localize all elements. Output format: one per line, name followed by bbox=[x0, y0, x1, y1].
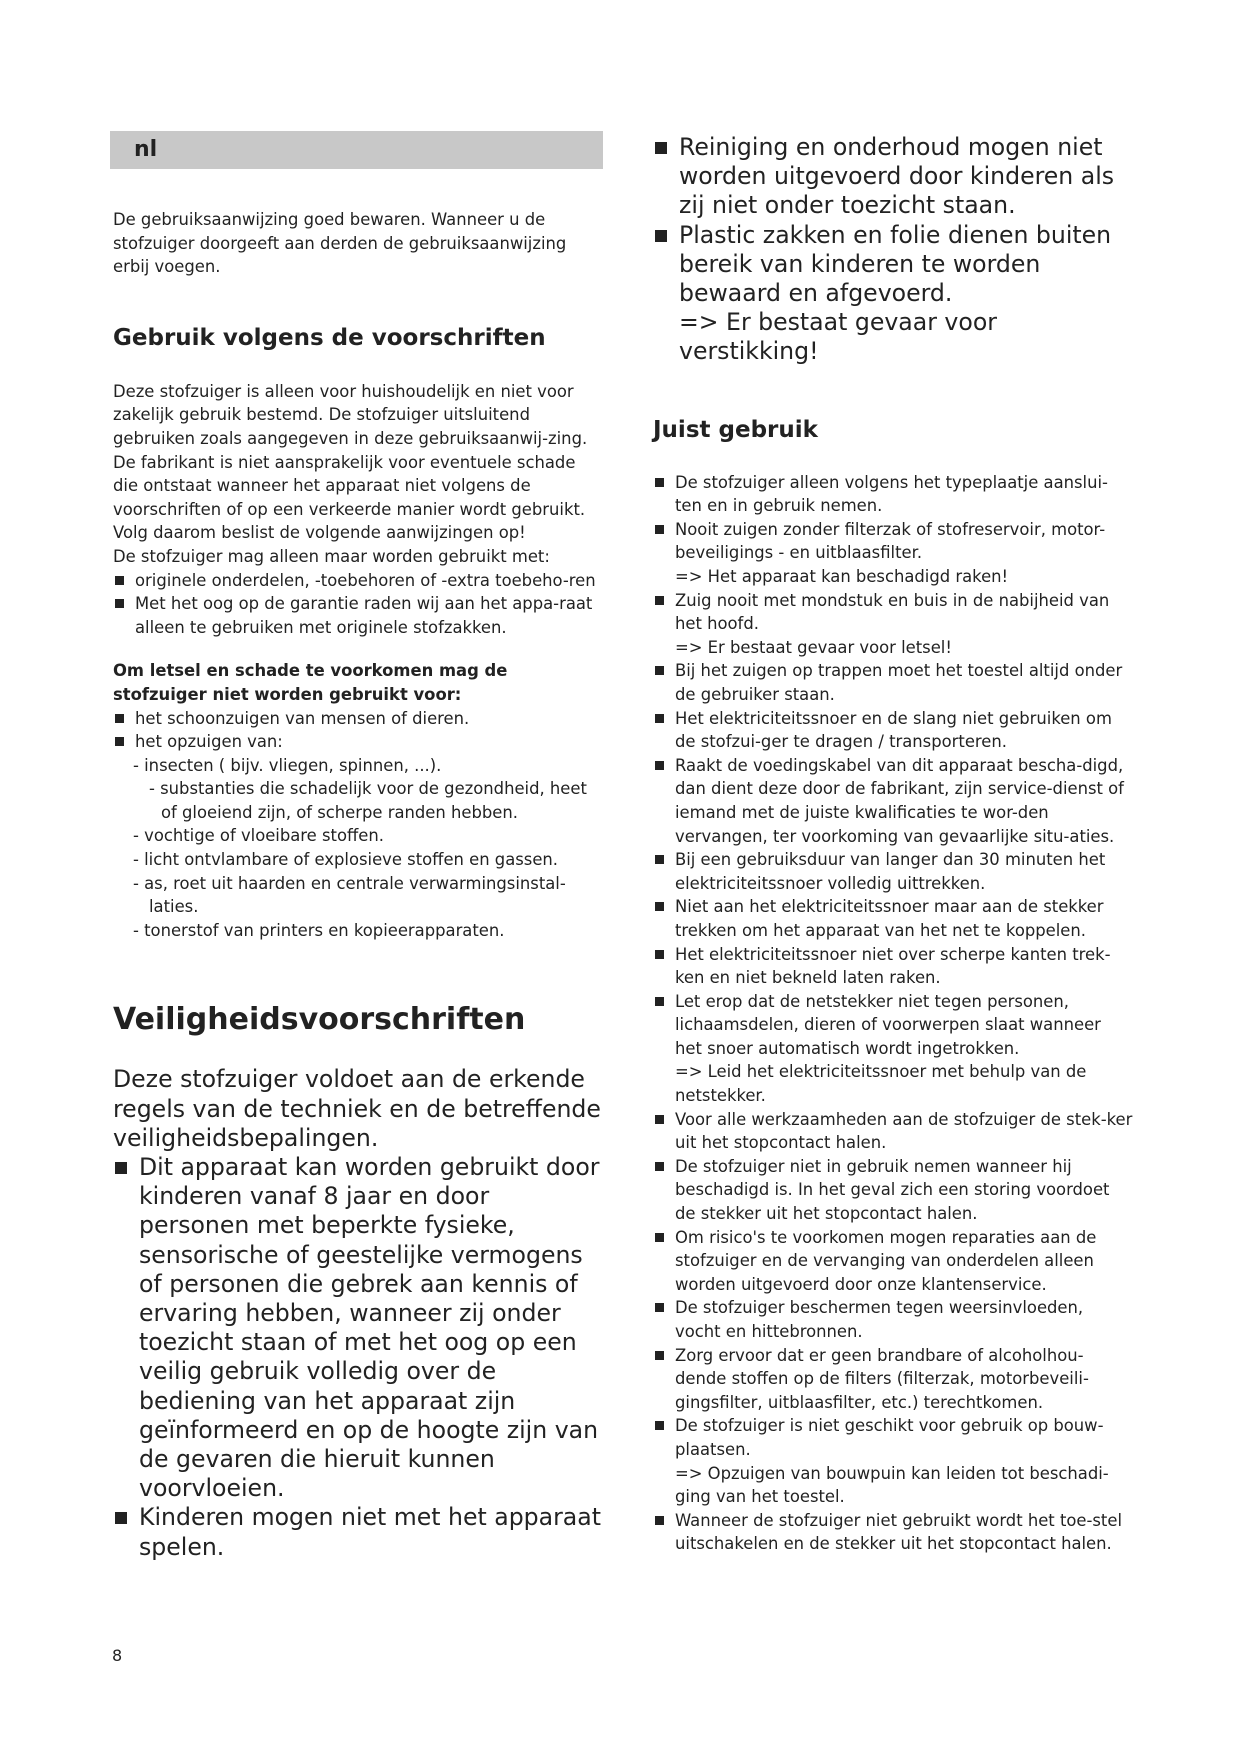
list-item: Nooit zuigen zonder filterzak of stofreservoir, motor-beveiligings - en uitblaasfilter. bbox=[653, 518, 1133, 565]
list-item: De stofzuiger beschermen tegen weersinvloeden, vocht en hittebronnen. bbox=[653, 1296, 1133, 1343]
list-note: => Opzuigen van bouwpuin kan leiden tot beschadi-ging van het toestel. bbox=[675, 1463, 1109, 1507]
list-item: Dit apparaat kan worden gebruikt door kinderen vanaf 8 jaar en door personen met beperkte fysieke, sensorische of geestelijke vermogens of personen die gebrek aan kennis of ervaring hebben, wanneer zij onder toezicht staan of met het oog op een veilig gebruik volledig over de bediening van het apparaat zijn geïnformeerd en op de hoogte zijn van de gevaren die hieruit kunnen voorvloeien. bbox=[113, 1153, 603, 1503]
safety-intro: Deze stofzuiger voldoet aan de erkende regels van de techniek en de betreffende veiligheidsbepalingen. bbox=[113, 1065, 601, 1152]
list-item: Het elektriciteitssnoer niet over scherpe kanten trek-ken en niet bekneld laten raken. bbox=[653, 943, 1133, 990]
right-column bbox=[653, 133, 1133, 1556]
sub-item: - substanties die schadelijk voor de gezondheid, heet of gloeiend zijn, of scherpe randen hebben. bbox=[149, 779, 587, 822]
sub-item: - as, roet uit haarden en centrale verwarmingsinstal-laties. bbox=[133, 873, 566, 917]
list-item: Reiniging en onderhoud mogen niet worden uitgevoerd door kinderen als zij niet onder toezicht staan. bbox=[653, 133, 1133, 221]
list-item: Zuig nooit met mondstuk en buis in de nabijheid van het hoofd. bbox=[653, 589, 1133, 636]
list-item: Bij een gebruiksduur van langer dan 30 minuten het elektriciteitssnoer volledig uittrekken. bbox=[653, 848, 1133, 895]
correct-use-list bbox=[653, 471, 1133, 1556]
list-item: De stofzuiger is niet geschikt voor gebruik op bouw-plaatsen. bbox=[653, 1414, 1133, 1461]
suffocation-warning: => Er bestaat gevaar voor verstikking! bbox=[679, 308, 997, 366]
list-item: De stofzuiger alleen volgens het typeplaatje aanslui-ten en in gebruik nemen. bbox=[653, 471, 1133, 518]
list-item: Met het oog op de garantie raden wij aan het appa-raat alleen te gebruiken met originele stofzakken. bbox=[113, 592, 603, 639]
intro-paragraph: De gebruiksaanwijzing goed bewaren. Wanneer u de stofzuiger doorgeeft aan derden de gebruiksaanwijzing erbij voegen. bbox=[113, 210, 567, 277]
list-item: De stofzuiger niet in gebruik nemen wanneer hij beschadigd is. In het geval zich een storing voordoet de stekker uit het stopcontact halen. bbox=[653, 1155, 1133, 1226]
list-note: => Leid het elektriciteitssnoer met behulp van de netstekker. bbox=[675, 1062, 1087, 1106]
sub-list bbox=[113, 754, 603, 943]
section-title-veiligheid: Veiligheidsvoorschriften bbox=[113, 1002, 526, 1038]
sub-item: - tonerstof van printers en kopieerapparaten. bbox=[133, 920, 505, 940]
list-item: Wanneer de stofzuiger niet gebruikt wordt het toe-stel uitschakelen en de stekker uit het stopcontact halen. bbox=[653, 1509, 1133, 1556]
section1-paragraph: Deze stofzuiger is alleen voor huishoudelijk en niet voor zakelijk gebruik bestemd. De stofzuiger uitsluitend gebruiken zoals aangegeven in deze gebruiksaanwij-zing. De fabrikant is niet aansprakelijk voor eventuele schade die ontstaat wanneer het apparaat niet volgens de voorschriften of op een verkeerde manier wordt gebruikt. bbox=[113, 381, 588, 519]
use-list bbox=[113, 569, 603, 640]
language-tag: nl bbox=[110, 131, 603, 169]
prevent-heading: Om letsel en schade te voorkomen mag de stofzuiger niet worden gebruikt voor: bbox=[113, 661, 508, 704]
list-item: het schoonzuigen van mensen of dieren. bbox=[113, 707, 603, 731]
section1-use-intro: De stofzuiger mag alleen maar worden gebruikt met: bbox=[113, 546, 550, 566]
list-item: Bij het zuigen op trappen moet het toestel altijd onder de gebruiker staan. bbox=[653, 659, 1133, 706]
section-title-juist-gebruik: Juist gebruik bbox=[653, 416, 818, 443]
list-item bbox=[113, 730, 603, 754]
list-item: Plastic zakken en folie dienen buiten bereik van kinderen te worden bewaard en afgevoerd. bbox=[653, 221, 1133, 309]
list-note: => Er bestaat gevaar voor letsel! bbox=[675, 637, 952, 657]
safety-list-continued bbox=[653, 133, 1133, 308]
sub-item: - vochtige of vloeibare stoffen. bbox=[133, 826, 384, 846]
left-column bbox=[113, 208, 603, 1562]
safety-list bbox=[113, 1153, 603, 1562]
list-item: Om risico's te voorkomen mogen reparaties aan de stofzuiger en de vervanging van onderdelen alleen worden uitgevoerd door onze klantenservice. bbox=[653, 1226, 1133, 1297]
section1-instruction: Volg daarom beslist de volgende aanwijzingen op! bbox=[113, 523, 526, 543]
sub-item: - licht ontvlambare of explosieve stoffen en gassen. bbox=[133, 850, 559, 870]
prevent-list bbox=[113, 707, 603, 754]
list-item: Het elektriciteitssnoer en de slang niet gebruiken om de stofzui-ger te dragen / transporteren. bbox=[653, 707, 1133, 754]
page-number: 8 bbox=[112, 1646, 123, 1665]
section-title-gebruik: Gebruik volgens de voorschriften bbox=[113, 324, 546, 351]
list-item: Niet aan het elektriciteitssnoer maar aan de stekker trekken om het apparaat van het net te koppelen. bbox=[653, 895, 1133, 942]
list-item: Let erop dat de netstekker niet tegen personen, lichaamsdelen, dieren of voorwerpen slaat wanneer het snoer automatisch wordt ingetrokken. bbox=[653, 990, 1133, 1061]
list-note: => Het apparaat kan beschadigd raken! bbox=[675, 567, 1009, 586]
list-item: Voor alle werkzaamheden aan de stofzuiger de stek-ker uit het stopcontact halen. bbox=[653, 1108, 1133, 1155]
list-item: Zorg ervoor dat er geen brandbare of alcoholhou-dende stoffen op de filters (filterzak, motorbeveili-gingsfilter, uitblaasfilter, etc.) terechtkomen. bbox=[653, 1344, 1133, 1415]
list-item: Kinderen mogen niet met het apparaat spelen. bbox=[113, 1503, 603, 1561]
list-item-label: het opzuigen van: bbox=[135, 732, 283, 752]
list-item: originele onderdelen, -toebehoren of -extra toebeho-ren bbox=[113, 569, 603, 593]
sub-item: - insecten ( bijv. vliegen, spinnen, ...). bbox=[133, 755, 442, 775]
list-item: Raakt de voedingskabel van dit apparaat bescha-digd, dan dient deze door de fabrikant, zijn service-dienst of iemand met de juiste kwalificaties te wor-den vervangen, ter voorkoming van gevaarlijke situ-aties. bbox=[653, 754, 1133, 848]
